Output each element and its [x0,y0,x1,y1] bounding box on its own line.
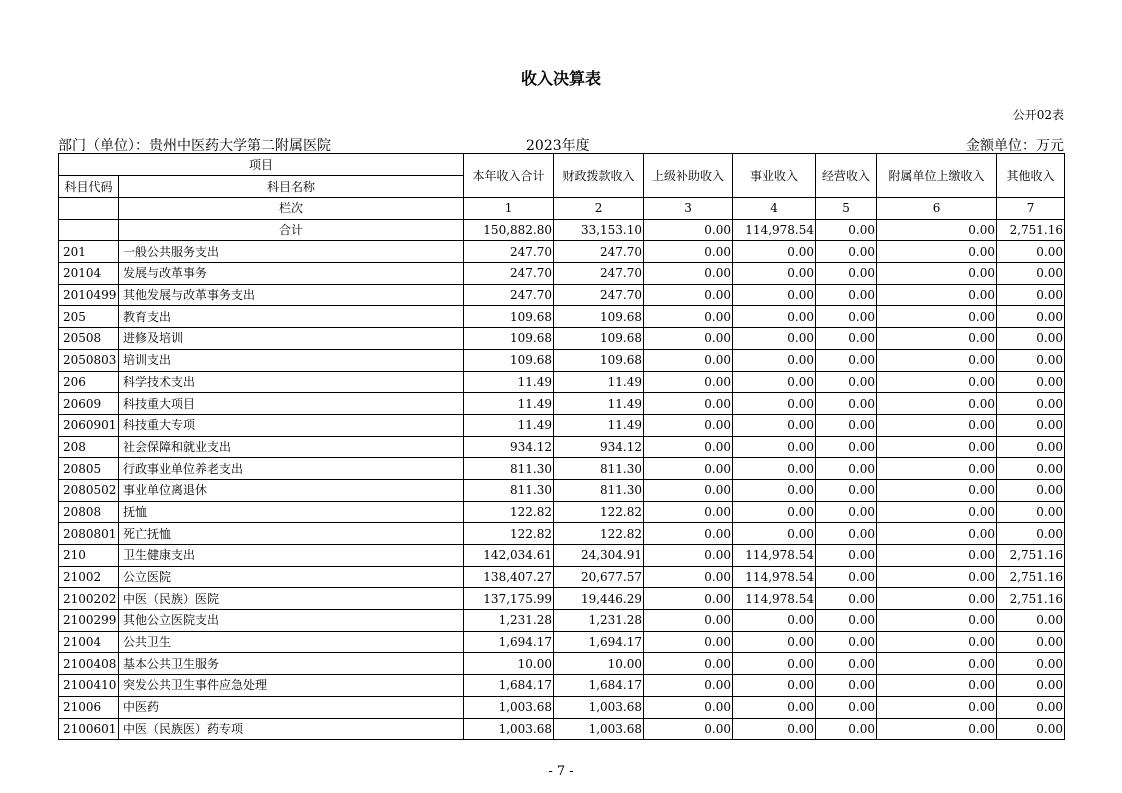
amount-cell: 247.70 [464,241,554,263]
amount-cell: 1,231.28 [554,610,644,632]
subject-code: 20609 [59,393,119,415]
total-value: 0.00 [816,219,877,241]
amount-cell: 109.68 [464,349,554,371]
amount-cell: 0.00 [733,631,816,653]
subject-code: 2100601 [59,718,119,740]
amount-cell: 0.00 [644,696,733,718]
subject-name: 进修及培训 [119,328,464,350]
table-row [59,696,1065,718]
table-row [59,349,1065,371]
amount-cell: 0.00 [644,653,733,675]
amount-cell: 0.00 [733,675,816,697]
subject-code: 2010499 [59,284,119,306]
amount-cell: 0.00 [644,479,733,501]
amount-cell: 0.00 [733,241,816,263]
amount-cell: 122.82 [464,501,554,523]
amount-cell: 137,175.99 [464,588,554,610]
amount-cell: 0.00 [644,284,733,306]
amount-cell: 0.00 [877,393,997,415]
name-header: 科目名称 [119,176,464,198]
amount-cell: 1,003.68 [464,718,554,740]
amount-cell: 0.00 [644,328,733,350]
subject-name: 公立医院 [119,566,464,588]
amount-cell: 2,751.16 [997,566,1065,588]
amount-cell: 0.00 [877,631,997,653]
table-row [59,241,1065,263]
amount-cell: 0.00 [644,371,733,393]
table-row [59,523,1065,545]
amount-cell: 138,407.27 [464,566,554,588]
amount-cell: 0.00 [997,458,1065,480]
amount-cell: 0.00 [997,718,1065,740]
amount-cell: 0.00 [733,523,816,545]
amount-cell: 0.00 [733,263,816,285]
subject-code: 206 [59,371,119,393]
column-number: 5 [816,198,877,220]
subject-code: 20508 [59,328,119,350]
amount-cell: 811.30 [554,479,644,501]
amount-cell: 122.82 [554,523,644,545]
subject-code: 2050803 [59,349,119,371]
amount-cell: 2,751.16 [997,588,1065,610]
amount-cell: 0.00 [644,588,733,610]
amount-cell: 0.00 [644,393,733,415]
amount-cell: 0.00 [877,306,997,328]
amount-cell: 0.00 [997,393,1065,415]
total-row [59,219,1065,241]
amount-cell: 0.00 [644,306,733,328]
amount-cell: 0.00 [877,479,997,501]
amount-cell: 19,446.29 [554,588,644,610]
amount-cell: 109.68 [464,328,554,350]
amount-cell: 934.12 [554,436,644,458]
subject-name: 中医药 [119,696,464,718]
amount-cell: 122.82 [464,523,554,545]
amount-cell: 0.00 [877,523,997,545]
amount-cell: 0.00 [816,545,877,567]
amount-cell: 0.00 [644,436,733,458]
table-row [59,414,1065,436]
subject-name: 其他发展与改革事务支出 [119,284,464,306]
amount-cell: 0.00 [816,393,877,415]
amount-cell: 20,677.57 [554,566,644,588]
column-number: 1 [464,198,554,220]
amount-cell: 1,684.17 [464,675,554,697]
subject-name: 中医（民族医）药专项 [119,718,464,740]
amount-cell: 0.00 [816,501,877,523]
amount-cell: 247.70 [464,284,554,306]
amount-cell: 0.00 [997,610,1065,632]
amount-cell: 0.00 [644,566,733,588]
amount-cell: 0.00 [733,306,816,328]
subject-code: 21002 [59,566,119,588]
amount-cell: 0.00 [877,501,997,523]
amount-cell: 0.00 [997,696,1065,718]
amount-cell: 109.68 [554,306,644,328]
amount-cell: 0.00 [733,284,816,306]
amount-cell: 0.00 [733,458,816,480]
amount-cell: 0.00 [816,523,877,545]
subject-name: 突发公共卫生事件应急处理 [119,675,464,697]
amount-cell: 0.00 [733,436,816,458]
amount-cell: 0.00 [997,675,1065,697]
subject-name: 抚恤 [119,501,464,523]
subject-code: 2100408 [59,653,119,675]
amount-cell: 0.00 [997,436,1065,458]
col-header: 附属单位上缴收入 [877,154,997,198]
amount-cell: 0.00 [997,328,1065,350]
table-row [59,328,1065,350]
amount-cell: 0.00 [877,610,997,632]
col-header: 事业收入 [733,154,816,198]
amount-cell: 0.00 [733,653,816,675]
subject-code: 201 [59,241,119,263]
column-number-label: 栏次 [119,198,464,220]
subject-name: 中医（民族）医院 [119,588,464,610]
amount-cell: 0.00 [733,414,816,436]
amount-cell: 0.00 [733,610,816,632]
col-header: 上级补助收入 [644,154,733,198]
amount-cell: 11.49 [464,393,554,415]
subject-name: 培训支出 [119,349,464,371]
amount-cell: 0.00 [644,675,733,697]
table-row [59,718,1065,740]
amount-cell: 0.00 [816,436,877,458]
subject-name: 科技重大项目 [119,393,464,415]
column-number: 4 [733,198,816,220]
amount-cell: 10.00 [464,653,554,675]
amount-cell: 0.00 [733,696,816,718]
total-value: 0.00 [877,219,997,241]
amount-cell: 0.00 [733,349,816,371]
table-row [59,393,1065,415]
subject-code: 2080801 [59,523,119,545]
total-value: 150,882.80 [464,219,554,241]
form-number: 公开02表 [1012,108,1064,122]
amount-cell: 0.00 [877,696,997,718]
table-row [59,501,1065,523]
amount-cell: 0.00 [877,414,997,436]
amount-cell: 0.00 [877,675,997,697]
subject-code: 20805 [59,458,119,480]
amount-cell: 0.00 [877,458,997,480]
amount-cell: 0.00 [644,523,733,545]
amount-cell: 1,694.17 [554,631,644,653]
subject-name: 发展与改革事务 [119,263,464,285]
header-meta [58,135,1064,153]
subject-code: 20808 [59,501,119,523]
column-number: 3 [644,198,733,220]
column-number: 2 [554,198,644,220]
amount-cell: 0.00 [877,588,997,610]
table-row [59,588,1065,610]
amount-cell: 10.00 [554,653,644,675]
amount-cell: 0.00 [816,284,877,306]
amount-cell: 0.00 [816,349,877,371]
subject-name: 科学技术支出 [119,371,464,393]
amount-cell: 0.00 [997,263,1065,285]
amount-cell: 0.00 [644,414,733,436]
amount-cell: 0.00 [877,284,997,306]
amount-cell: 0.00 [816,479,877,501]
amount-cell: 0.00 [816,696,877,718]
subject-name: 行政事业单位养老支出 [119,458,464,480]
amount-cell: 0.00 [877,545,997,567]
code-header: 科目代码 [59,176,119,198]
amount-cell: 0.00 [644,610,733,632]
subject-code: 2060901 [59,414,119,436]
subject-code: 208 [59,436,119,458]
amount-cell: 0.00 [997,479,1065,501]
subject-name: 科技重大专项 [119,414,464,436]
amount-cell: 142,034.61 [464,545,554,567]
column-number-row [59,198,1065,220]
amount-cell: 0.00 [997,653,1065,675]
table-row [59,371,1065,393]
amount-cell: 0.00 [877,371,997,393]
amount-cell: 0.00 [644,545,733,567]
amount-cell: 1,003.68 [464,696,554,718]
amount-cell: 0.00 [877,263,997,285]
amount-cell: 0.00 [733,371,816,393]
amount-cell: 24,304.91 [554,545,644,567]
amount-cell: 0.00 [644,631,733,653]
amount-cell: 0.00 [733,393,816,415]
amount-cell: 0.00 [816,675,877,697]
table-row [59,653,1065,675]
amount-cell: 0.00 [997,523,1065,545]
total-value: 114,978.54 [733,219,816,241]
amount-cell: 0.00 [816,263,877,285]
amount-cell: 109.68 [464,306,554,328]
table-row [59,306,1065,328]
amount-cell: 0.00 [816,371,877,393]
amount-cell: 1,003.68 [554,696,644,718]
amount-cell: 0.00 [733,718,816,740]
page-number: - 7 - [548,764,574,779]
total-value: 33,153.10 [554,219,644,241]
subject-code: 21006 [59,696,119,718]
table-row [59,458,1065,480]
col-header: 财政拨款收入 [554,154,644,198]
amount-cell: 0.00 [997,414,1065,436]
subject-code: 210 [59,545,119,567]
amount-cell: 0.00 [877,241,997,263]
amount-cell: 0.00 [733,501,816,523]
amount-cell: 0.00 [816,653,877,675]
amount-cell: 0.00 [877,328,997,350]
amount-cell: 11.49 [554,414,644,436]
subject-code: 205 [59,306,119,328]
amount-cell: 0.00 [733,328,816,350]
amount-cell: 114,978.54 [733,588,816,610]
amount-cell: 0.00 [816,241,877,263]
amount-cell: 114,978.54 [733,566,816,588]
amount-cell: 11.49 [464,371,554,393]
subject-name: 基本公共卫生服务 [119,653,464,675]
year-label: 2023年度 [526,138,590,154]
amount-cell: 811.30 [464,458,554,480]
table-row [59,545,1065,567]
amount-cell: 0.00 [997,631,1065,653]
page-title: 收入决算表 [520,69,601,88]
amount-cell: 1,003.68 [554,718,644,740]
amount-cell: 0.00 [997,349,1065,371]
amount-cell: 0.00 [877,566,997,588]
subject-name: 公共卫生 [119,631,464,653]
amount-cell: 0.00 [816,306,877,328]
subject-name: 其他公立医院支出 [119,610,464,632]
amount-cell: 0.00 [877,349,997,371]
amount-cell: 0.00 [997,306,1065,328]
table-row [59,263,1065,285]
amount-cell: 0.00 [733,479,816,501]
amount-cell: 109.68 [554,328,644,350]
amount-cell: 0.00 [644,718,733,740]
subject-name: 死亡抚恤 [119,523,464,545]
subject-code: 21004 [59,631,119,653]
income-final-accounts-table [58,153,1065,740]
table-row [59,479,1065,501]
amount-cell: 0.00 [997,284,1065,306]
amount-cell: 0.00 [816,631,877,653]
subject-code: 2100410 [59,675,119,697]
table-row [59,566,1065,588]
amount-cell: 934.12 [464,436,554,458]
subject-name: 教育支出 [119,306,464,328]
col-header: 本年收入合计 [464,154,554,198]
amount-cell: 0.00 [997,371,1065,393]
amount-cell: 1,684.17 [554,675,644,697]
column-number: 6 [877,198,997,220]
amount-cell: 0.00 [644,501,733,523]
subject-code: 20104 [59,263,119,285]
amount-cell: 0.00 [816,588,877,610]
table-row [59,436,1065,458]
total-value: 2,751.16 [997,219,1065,241]
total-value: 0.00 [644,219,733,241]
amount-cell: 0.00 [644,349,733,371]
amount-cell: 247.70 [554,263,644,285]
amount-cell: 114,978.54 [733,545,816,567]
amount-cell: 0.00 [816,566,877,588]
amount-cell: 11.49 [464,414,554,436]
amount-cell: 0.00 [644,241,733,263]
amount-cell: 247.70 [554,241,644,263]
amount-cell: 11.49 [554,393,644,415]
subject-name: 社会保障和就业支出 [119,436,464,458]
table-row [59,631,1065,653]
amount-cell: 247.70 [554,284,644,306]
amount-cell: 109.68 [554,349,644,371]
table-row [59,284,1065,306]
table-row [59,675,1065,697]
total-label: 合计 [119,219,464,241]
subject-name: 事业单位离退休 [119,479,464,501]
amount-cell: 11.49 [554,371,644,393]
amount-cell: 0.00 [877,653,997,675]
header-row [59,154,1065,176]
amount-cell: 811.30 [464,479,554,501]
amount-cell: 0.00 [816,328,877,350]
amount-unit-label: 金额单位：万元 [966,138,1064,154]
amount-cell: 0.00 [816,718,877,740]
col-header: 经营收入 [816,154,877,198]
department-label: 部门（单位）：贵州中医药大学第二附属医院 [58,138,331,154]
amount-cell: 0.00 [644,263,733,285]
subject-name: 卫生健康支出 [119,545,464,567]
subject-name: 一般公共服务支出 [119,241,464,263]
amount-cell: 0.00 [816,458,877,480]
amount-cell: 0.00 [816,610,877,632]
item-header: 项目 [59,154,464,176]
amount-cell: 0.00 [997,501,1065,523]
amount-cell: 0.00 [877,436,997,458]
subject-code: 2100202 [59,588,119,610]
amount-cell: 1,231.28 [464,610,554,632]
amount-cell: 2,751.16 [997,545,1065,567]
amount-cell: 0.00 [816,414,877,436]
amount-cell: 122.82 [554,501,644,523]
amount-cell: 0.00 [644,458,733,480]
amount-cell: 1,694.17 [464,631,554,653]
column-number: 7 [997,198,1065,220]
amount-cell: 811.30 [554,458,644,480]
amount-cell: 0.00 [997,241,1065,263]
subject-code: 2100299 [59,610,119,632]
col-header: 其他收入 [997,154,1065,198]
amount-cell: 0.00 [877,718,997,740]
table-row [59,610,1065,632]
subject-code: 2080502 [59,479,119,501]
amount-cell: 247.70 [464,263,554,285]
